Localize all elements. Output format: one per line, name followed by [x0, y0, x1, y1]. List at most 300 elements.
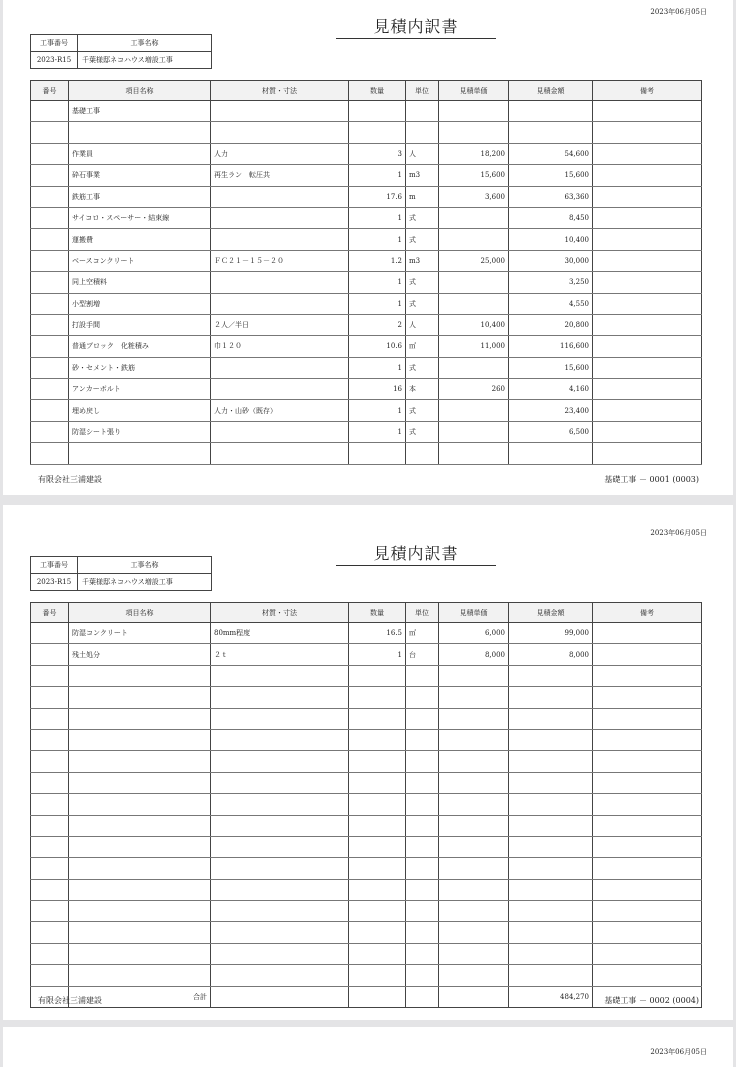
cell-item [69, 687, 211, 708]
col-header-qty: 数量 [349, 603, 406, 623]
table-row-empty [31, 708, 702, 729]
cell-unit [406, 986, 439, 1007]
cell-amount: 8,000 [509, 644, 593, 665]
cell-note [593, 687, 702, 708]
cell-amount: 15,600 [509, 165, 593, 186]
cell-unit: 人 [406, 143, 439, 164]
table-row [31, 644, 702, 665]
cell-no [31, 644, 69, 665]
cell-item: アンカーボルト [69, 379, 211, 400]
cell-spec: 巾１２０ [211, 336, 349, 357]
cell-qty [349, 901, 406, 922]
cell-qty: 1 [349, 293, 406, 314]
cell-spec: 80mm程度 [211, 623, 349, 644]
cell-unit [406, 858, 439, 879]
total-amount: 484,270 [509, 986, 593, 1007]
table-row [31, 143, 702, 164]
cell-note [593, 250, 702, 271]
cell-qty [349, 986, 406, 1007]
cell-no [31, 836, 69, 857]
table-row [31, 165, 702, 186]
table-row [31, 101, 702, 122]
cell-unit-price [439, 207, 509, 228]
cell-no [31, 165, 69, 186]
table-row [31, 250, 702, 271]
cell-unit-price [439, 751, 509, 772]
cell-note [593, 751, 702, 772]
cell-note [593, 729, 702, 750]
cell-unit-price: 11,000 [439, 336, 509, 357]
cell-unit [406, 794, 439, 815]
cell-no [31, 336, 69, 357]
cell-spec [211, 836, 349, 857]
col-header-unit-price: 見積単価 [439, 81, 509, 101]
cell-qty: 16.5 [349, 623, 406, 644]
cell-item: 作業員 [69, 143, 211, 164]
cell-amount [509, 443, 593, 464]
project-no-label: 工事番号 [31, 557, 78, 574]
cell-unit: 式 [406, 400, 439, 421]
table-row [31, 186, 702, 207]
cell-qty [349, 965, 406, 986]
cell-no [31, 943, 69, 964]
project-no: 2023-R15 [31, 574, 78, 591]
col-header-unit: 単位 [406, 603, 439, 623]
cell-spec [211, 272, 349, 293]
cell-amount: 20,800 [509, 314, 593, 335]
cell-amount: 4,160 [509, 379, 593, 400]
table-row [31, 293, 702, 314]
cell-unit-price: 25,000 [439, 250, 509, 271]
project-name-label: 工事名称 [78, 35, 212, 52]
cell-qty [349, 665, 406, 686]
issue-date: 2023年06月05日 [650, 1048, 707, 1056]
table-row [31, 357, 702, 378]
cell-item: 基礎工事 [69, 101, 211, 122]
company-name: 有限会社三浦建設 [38, 996, 102, 1005]
cell-note [593, 772, 702, 793]
table-row [31, 623, 702, 644]
cell-spec [211, 879, 349, 900]
table-row-empty [31, 794, 702, 815]
table-row [31, 207, 702, 228]
col-header-item: 項目名称 [69, 603, 211, 623]
cell-note [593, 922, 702, 943]
cell-note [593, 101, 702, 122]
cell-no [31, 357, 69, 378]
cell-no [31, 250, 69, 271]
cell-qty: 1 [349, 165, 406, 186]
cell-no [31, 101, 69, 122]
cell-unit: 式 [406, 357, 439, 378]
cell-spec: ２ｔ [211, 644, 349, 665]
cell-item [69, 729, 211, 750]
cell-no [31, 729, 69, 750]
cell-qty: 1 [349, 421, 406, 442]
cell-amount [509, 858, 593, 879]
cell-unit: 本 [406, 379, 439, 400]
cell-item [69, 751, 211, 772]
cell-item [69, 122, 211, 143]
cell-spec [211, 357, 349, 378]
cell-no [31, 272, 69, 293]
cell-note [593, 815, 702, 836]
cell-unit: m3 [406, 250, 439, 271]
cell-item [69, 879, 211, 900]
cell-spec [211, 665, 349, 686]
cell-unit-price [439, 901, 509, 922]
company-name: 有限会社三浦建設 [38, 475, 102, 484]
cell-qty [349, 772, 406, 793]
cell-unit [406, 965, 439, 986]
cell-amount [509, 815, 593, 836]
cell-qty [349, 943, 406, 964]
cell-item: 普通ブロック 化粧積み [69, 336, 211, 357]
cell-no [31, 708, 69, 729]
cell-item [69, 836, 211, 857]
table-body [31, 101, 702, 465]
cell-amount: 99,000 [509, 623, 593, 644]
page-number: 基礎工事 － 0001 (0003) [604, 475, 699, 484]
cell-amount [509, 687, 593, 708]
table-header-row [31, 81, 702, 101]
cell-unit [406, 729, 439, 750]
cell-amount [509, 836, 593, 857]
cell-note [593, 379, 702, 400]
project-no-label: 工事番号 [31, 35, 78, 52]
cell-spec [211, 443, 349, 464]
cell-qty [349, 751, 406, 772]
cell-unit-price [439, 101, 509, 122]
cell-qty: 17.6 [349, 186, 406, 207]
cell-amount [509, 708, 593, 729]
cell-note [593, 879, 702, 900]
table-row-empty [31, 729, 702, 750]
cell-unit [406, 687, 439, 708]
cell-no [31, 901, 69, 922]
cell-qty: 1 [349, 644, 406, 665]
project-name: 千葉様邸ネコハウス増設工事 [78, 574, 212, 591]
cell-no [31, 421, 69, 442]
cell-no [31, 858, 69, 879]
cell-unit: 式 [406, 207, 439, 228]
cell-amount [509, 965, 593, 986]
cell-amount [509, 901, 593, 922]
cell-note [593, 122, 702, 143]
cell-note [593, 943, 702, 964]
cell-qty: 3 [349, 143, 406, 164]
cell-qty: 1 [349, 400, 406, 421]
cell-spec [211, 293, 349, 314]
table-row [31, 379, 702, 400]
cell-unit-price [439, 965, 509, 986]
cell-note [593, 794, 702, 815]
cell-qty: 1 [349, 229, 406, 250]
project-name: 千葉様邸ネコハウス増設工事 [78, 52, 212, 69]
document-title: 見積内訳書 [336, 14, 496, 39]
table-row-empty [31, 836, 702, 857]
cell-unit-price [439, 879, 509, 900]
cell-qty [349, 708, 406, 729]
table-row-empty [31, 922, 702, 943]
cell-spec [211, 186, 349, 207]
cell-amount: 63,360 [509, 186, 593, 207]
cell-unit: ㎡ [406, 336, 439, 357]
cell-unit: 人 [406, 314, 439, 335]
cell-unit-price: 3,600 [439, 186, 509, 207]
cell-unit [406, 879, 439, 900]
cell-spec [211, 901, 349, 922]
table-row-empty [31, 858, 702, 879]
cell-unit-price [439, 772, 509, 793]
col-header-no: 番号 [31, 81, 69, 101]
cell-amount [509, 101, 593, 122]
cell-item [69, 858, 211, 879]
cell-unit-price [439, 708, 509, 729]
cell-unit-price [439, 357, 509, 378]
cell-note [593, 623, 702, 644]
cell-unit [406, 665, 439, 686]
cell-no [31, 623, 69, 644]
table-row [31, 336, 702, 357]
cell-qty: 10.6 [349, 336, 406, 357]
cell-unit: 式 [406, 293, 439, 314]
cell-amount: 4,550 [509, 293, 593, 314]
cell-item [69, 665, 211, 686]
cell-qty: 2 [349, 314, 406, 335]
cell-amount [509, 665, 593, 686]
cell-spec [211, 122, 349, 143]
cell-item [69, 772, 211, 793]
cell-item: 同上空積料 [69, 272, 211, 293]
cell-no [31, 379, 69, 400]
cell-note [593, 186, 702, 207]
cell-unit-price [439, 122, 509, 143]
cell-amount: 10,400 [509, 229, 593, 250]
cell-spec: ＦＣ２１－１５－２０ [211, 250, 349, 271]
table-row [31, 421, 702, 442]
cell-unit-price [439, 986, 509, 1007]
cell-spec [211, 101, 349, 122]
cell-unit-price [439, 400, 509, 421]
table-row [31, 443, 702, 464]
cell-amount [509, 772, 593, 793]
cell-qty: 1 [349, 272, 406, 293]
cell-unit-price [439, 293, 509, 314]
cell-item: 防湿シート張り [69, 421, 211, 442]
cell-no [31, 122, 69, 143]
cell-amount [509, 729, 593, 750]
cell-amount [509, 122, 593, 143]
cell-unit-price [439, 729, 509, 750]
col-header-note: 備考 [593, 603, 702, 623]
cell-qty [349, 794, 406, 815]
cell-unit-price [439, 836, 509, 857]
table-row [31, 272, 702, 293]
cell-no [31, 965, 69, 986]
cell-unit: 式 [406, 272, 439, 293]
cell-note [593, 336, 702, 357]
project-info-table [30, 34, 212, 69]
cell-no [31, 794, 69, 815]
cell-amount [509, 943, 593, 964]
cell-no [31, 293, 69, 314]
cell-unit [406, 836, 439, 857]
cell-note [593, 644, 702, 665]
cell-spec [211, 858, 349, 879]
project-name-label: 工事名称 [78, 557, 212, 574]
cell-item: ベースコンクリート [69, 250, 211, 271]
cell-note [593, 858, 702, 879]
cell-note [593, 165, 702, 186]
col-header-unit-price: 見積単価 [439, 603, 509, 623]
cell-no [31, 400, 69, 421]
cell-qty [349, 922, 406, 943]
cell-unit [406, 922, 439, 943]
cell-item: 鉄筋工事 [69, 186, 211, 207]
col-header-amount: 見積金額 [509, 81, 593, 101]
col-header-no: 番号 [31, 603, 69, 623]
cell-note [593, 357, 702, 378]
cell-no [31, 143, 69, 164]
cell-qty [349, 836, 406, 857]
cell-note [593, 421, 702, 442]
cell-unit [406, 122, 439, 143]
cell-note [593, 207, 702, 228]
cell-amount: 116,600 [509, 336, 593, 357]
cell-no [31, 772, 69, 793]
cell-amount [509, 794, 593, 815]
cell-unit-price [439, 687, 509, 708]
cell-note [593, 293, 702, 314]
cell-spec [211, 943, 349, 964]
cell-amount: 8,450 [509, 207, 593, 228]
cell-qty: 1 [349, 207, 406, 228]
cell-no [31, 314, 69, 335]
cell-note [593, 836, 702, 857]
cell-unit-price [439, 229, 509, 250]
cell-qty: 16 [349, 379, 406, 400]
cell-note [593, 314, 702, 335]
table-row [31, 314, 702, 335]
project-no: 2023-R15 [31, 52, 78, 69]
estimate-table [30, 80, 702, 465]
cell-no [31, 751, 69, 772]
cell-qty [349, 687, 406, 708]
cell-item [69, 943, 211, 964]
cell-amount: 15,600 [509, 357, 593, 378]
cell-no [31, 922, 69, 943]
col-header-spec: 材質・寸法 [211, 81, 349, 101]
cell-note [593, 229, 702, 250]
table-row-empty [31, 687, 702, 708]
cell-item: 砂・セメント・鉄筋 [69, 357, 211, 378]
cell-no [31, 443, 69, 464]
cell-spec [211, 229, 349, 250]
table-row-empty [31, 665, 702, 686]
cell-unit: 台 [406, 644, 439, 665]
cell-item: 防湿コンクリート [69, 623, 211, 644]
cell-item: 打設手間 [69, 314, 211, 335]
cell-unit [406, 443, 439, 464]
col-header-qty: 数量 [349, 81, 406, 101]
cell-spec [211, 379, 349, 400]
cell-no [31, 229, 69, 250]
cell-amount [509, 751, 593, 772]
cell-item: 運搬費 [69, 229, 211, 250]
cell-no [31, 665, 69, 686]
cell-unit-price [439, 443, 509, 464]
cell-spec [211, 986, 349, 1007]
cell-unit [406, 772, 439, 793]
cell-unit: 式 [406, 421, 439, 442]
cell-amount: 6,500 [509, 421, 593, 442]
total-row [31, 986, 702, 1007]
cell-spec [211, 687, 349, 708]
cell-unit: m [406, 186, 439, 207]
cell-no [31, 815, 69, 836]
cell-note [593, 901, 702, 922]
table-row-empty [31, 879, 702, 900]
cell-item: サイコロ・スペーサー・結束線 [69, 207, 211, 228]
cell-qty [349, 443, 406, 464]
table-row-empty [31, 901, 702, 922]
cell-no [31, 879, 69, 900]
cell-amount: 30,000 [509, 250, 593, 271]
col-header-spec: 材質・寸法 [211, 603, 349, 623]
total-label: 合計 [69, 986, 211, 1007]
table-row-empty [31, 965, 702, 986]
cell-spec [211, 421, 349, 442]
cell-unit [406, 751, 439, 772]
table-row-empty [31, 815, 702, 836]
cell-note [593, 665, 702, 686]
cell-note [593, 708, 702, 729]
table-row [31, 400, 702, 421]
cell-item: 砕石事業 [69, 165, 211, 186]
table-row [31, 229, 702, 250]
estimate-page-2 [3, 505, 733, 1020]
cell-spec [211, 729, 349, 750]
table-body [31, 623, 702, 1008]
cell-item: 小型割増 [69, 293, 211, 314]
cell-unit-price [439, 421, 509, 442]
cell-amount: 23,400 [509, 400, 593, 421]
cell-spec [211, 772, 349, 793]
table-row-empty [31, 751, 702, 772]
cell-item: 残土処分 [69, 644, 211, 665]
cell-unit-price: 8,000 [439, 644, 509, 665]
cell-qty [349, 879, 406, 900]
cell-amount [509, 879, 593, 900]
cell-amount [509, 922, 593, 943]
cell-unit-price [439, 665, 509, 686]
col-header-note: 備考 [593, 81, 702, 101]
cell-unit-price [439, 272, 509, 293]
cell-item [69, 815, 211, 836]
cell-item [69, 922, 211, 943]
cell-unit-price: 260 [439, 379, 509, 400]
project-info-table [30, 556, 212, 591]
cell-amount: 3,250 [509, 272, 593, 293]
cell-unit-price [439, 922, 509, 943]
cell-no [31, 186, 69, 207]
cell-item [69, 901, 211, 922]
cell-item [69, 794, 211, 815]
cell-spec: 人力 [211, 143, 349, 164]
cell-spec [211, 708, 349, 729]
cell-note [593, 443, 702, 464]
